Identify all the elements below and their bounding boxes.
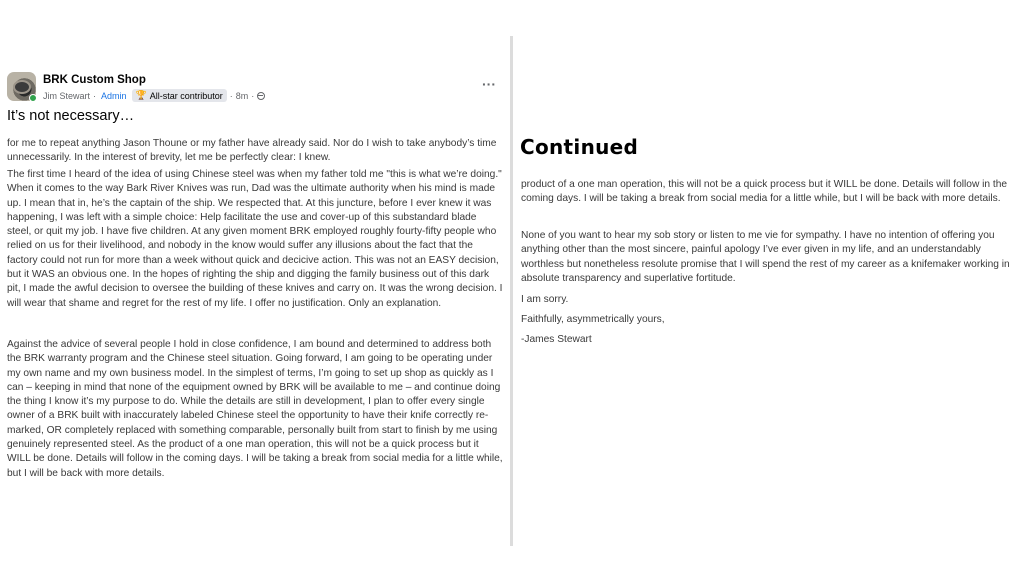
- post-meta: [43, 89, 265, 102]
- post-paragraph: for me to repeat anything Jason Thoune or my father have already said. Nor do I wish to take anybody’s time unnecessarily. In the interest of brevity, let me be perfectly clear: I knew.: [7, 138, 497, 164]
- trophy-icon: 🏆: [135, 90, 147, 100]
- continued-paragraph: None of you want to hear my sob story or listen to me vie for sympathy. I have no intention of offering you anything other than the most sincere, painful apology I’ve ever given in my life, and an understandably worthless but nonetheless resolute promise that I will spend the rest of my career as a knifemaker working in absolute transparency and superlative fortitude.: [521, 230, 1010, 284]
- post-paragraph: The first time I heard of the idea of using Chinese steel was when my father told me "this is what we’re doing." When it comes to the way Bark River Knives was run, Dad was the ultimate authority when his mind is made up. I mean that in, he’s the captain of the ship. We respected that. At this juncture, before I ever knew it was happening, I was left with a simple choice: Help facilitate the use and cover-up of this substandard blade steel, or quit my job. I have five children. At any given moment BRK employed roughly fourty-fifty people who relied on us for their livelihood, and nobody in the know would suffer any illusions about the fact that the factory could not run for more than a week without quick and decicive action. This was not an EASY decision, but it WAS an obvious one. In the hopes of righting the ship and digging the family business out of this dark pit, I made the awful decision to oversee the building of these knives and carry on. It was the wrong decision. I will wear that shame and regret for the rest of my life. I offer no justification. Only an explanation.: [7, 169, 503, 309]
- post-header: [7, 72, 502, 106]
- contributor-badge: [132, 89, 227, 102]
- post-paragraph: Against the advice of several people I hold in close confidence, I am bound and determined to address both the BRK warranty program and the Chinese steel situation. Going forward, I am going to be operating under my own name and my own business model. In the simplest of terms, I’m going to set up shop as quickly as I can – keeping in mind that none of the equipment owned by BRK will be available to me – and continue doing the thing I know it’s my purpose to do. While the details are still in development, I plan to offer every single owner of a BRK built with inaccurately labeled Chinese steel the opportunity to have their knife correctly re-marked, OR completely replaced with something comparable, personally built from start to finish by me using genuinely represented steel. As the product of a one man operation, this will not be a quick process but it WILL be done. Details will follow in the coming days. I will be taking a break from social media for a little while, but I will be back with more details.: [7, 339, 503, 479]
- online-status-icon: [29, 94, 37, 102]
- post-title: It’s not necessary…: [7, 108, 135, 124]
- post-screenshot-left: [0, 0, 510, 575]
- contributor-badge-label: All-star contributor: [149, 90, 223, 101]
- author-name[interactable]: Jim Stewart: [43, 90, 91, 101]
- avatar-image: [13, 80, 31, 94]
- post-timestamp[interactable]: 8m: [235, 90, 249, 101]
- globe-icon: [257, 92, 265, 100]
- signoff-line: Faithfully, asymmetrically yours,: [521, 314, 665, 325]
- admin-badge: Admin: [101, 90, 127, 101]
- post-screenshot-right: [513, 0, 1024, 575]
- apology-line: I am sorry.: [521, 294, 569, 305]
- meta-separator: ·: [251, 90, 255, 101]
- continued-heading: Continued: [520, 135, 639, 159]
- group-avatar[interactable]: [7, 72, 36, 101]
- group-name[interactable]: BRK Custom Shop: [43, 74, 146, 86]
- meta-separator: ·: [93, 90, 97, 101]
- signature: -James Stewart: [521, 334, 592, 345]
- meta-separator: ·: [229, 90, 233, 101]
- more-options-button[interactable]: ···: [482, 76, 496, 92]
- continued-paragraph: product of a one man operation, this will not be a quick process but it WILL be done. Details will follow in the coming days. I will be taking a break from social media for a little while, but I will be back with more details.: [521, 179, 1008, 205]
